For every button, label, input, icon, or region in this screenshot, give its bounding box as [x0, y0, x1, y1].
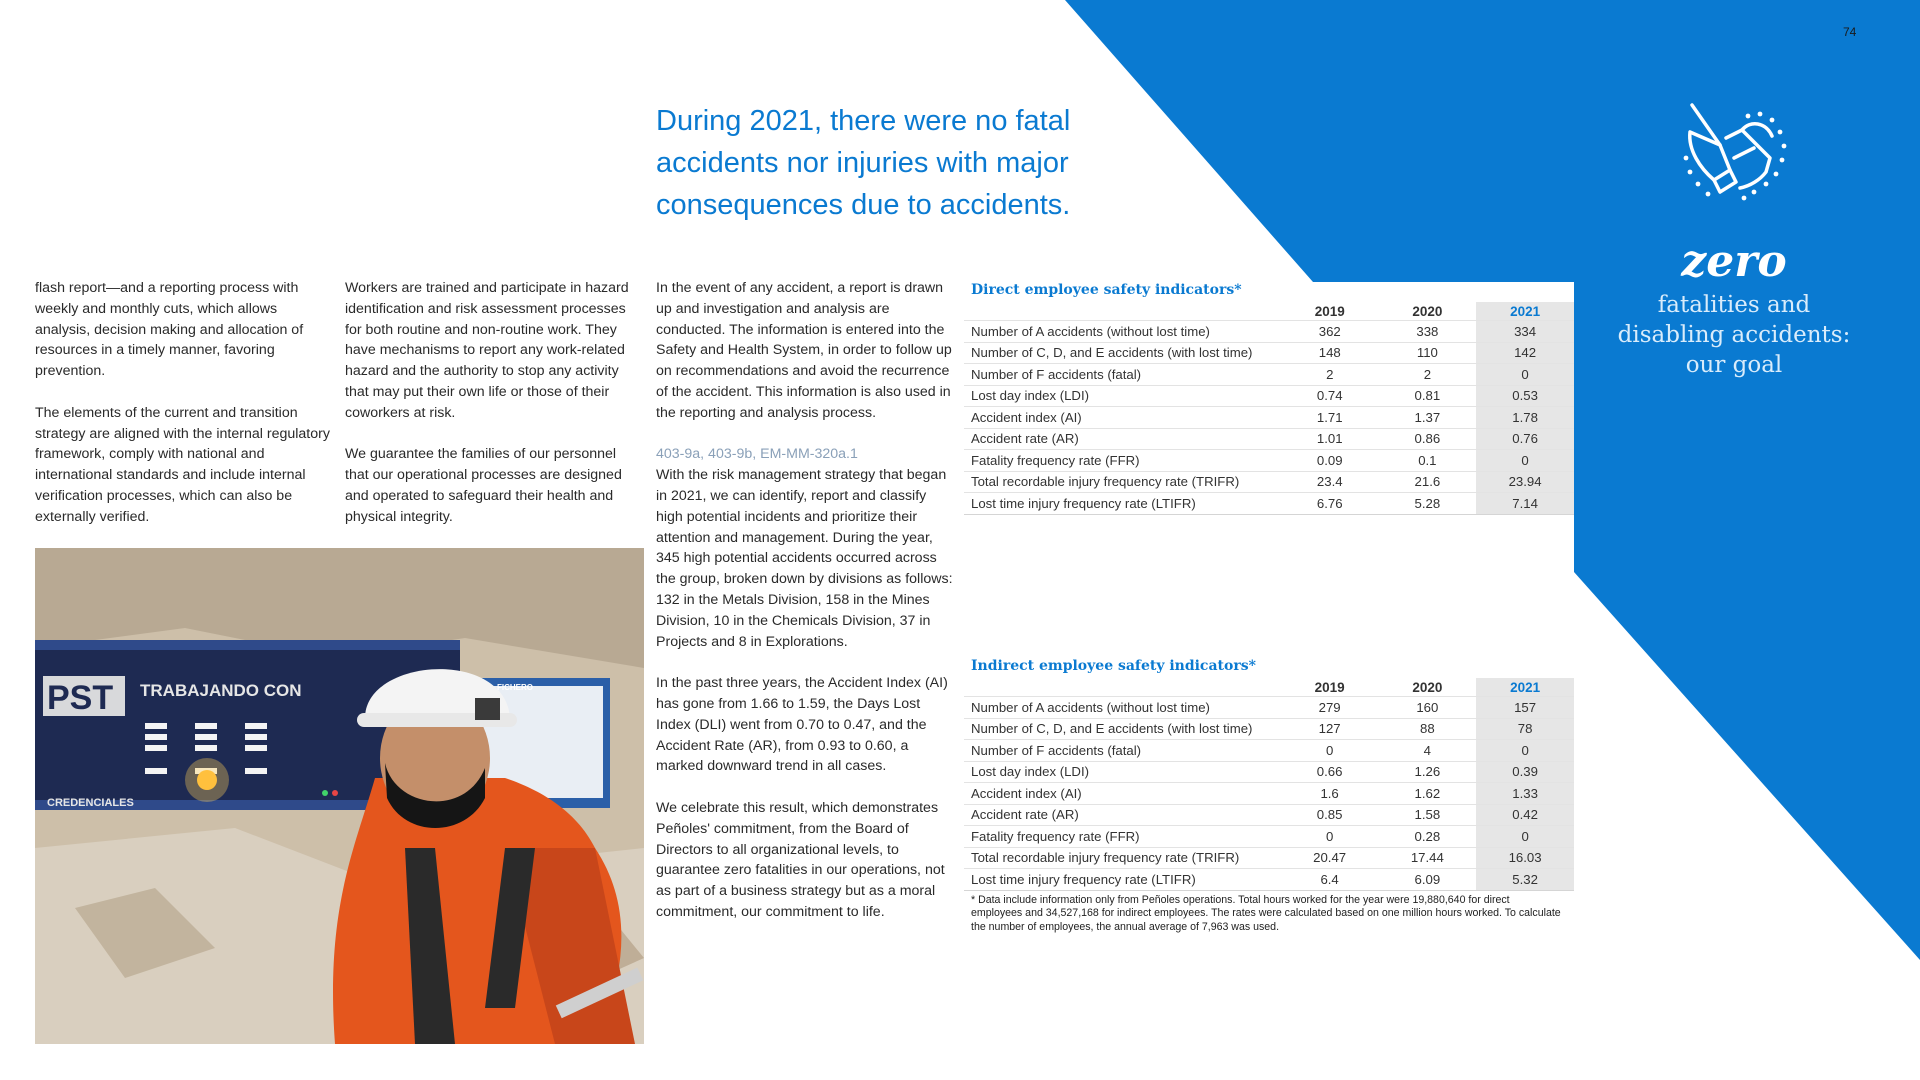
cell-2021: 0: [1476, 826, 1574, 848]
cell-2019: 2: [1281, 364, 1379, 386]
cell-2019: 1.71: [1281, 407, 1379, 429]
row-label: Number of A accidents (without lost time): [964, 697, 1281, 719]
row-label: Lost time injury frequency rate (LTIFR): [964, 869, 1281, 891]
cell-2020: 17.44: [1378, 847, 1476, 869]
year-header: 2020: [1412, 679, 1443, 695]
zero-heading: zero: [1681, 236, 1787, 287]
row-label: Number of A accidents (without lost time): [964, 321, 1281, 343]
row-label: Number of C, D, and E accidents (with lost time): [964, 342, 1281, 364]
cell-2019: 148: [1281, 342, 1379, 364]
table-row: [964, 761, 1574, 783]
direct-safety-table-card: [964, 282, 1574, 515]
row-label: Fatality frequency rate (FFR): [964, 826, 1281, 848]
goal-line: fatalities and: [1657, 292, 1811, 318]
goal-text: [1600, 290, 1868, 380]
cell-2019: 127: [1281, 718, 1379, 740]
cell-2020: 1.62: [1378, 783, 1476, 805]
row-label: Accident index (AI): [964, 783, 1281, 805]
paragraph: We guarantee the families of our personnel that our operational processes are designed and operated to safeguard their health and physical integrity.: [345, 446, 622, 525]
table-row: [964, 783, 1574, 805]
mine-worker-photo: [35, 548, 644, 1044]
cell-2021: 0.39: [1476, 761, 1574, 783]
headline-quote: During 2021, there were no fatal accidents nor injuries with major consequences due to accidents.: [656, 105, 1071, 221]
cell-2021: 1.78: [1476, 407, 1574, 429]
board-label: CREDENCIALES: [47, 797, 134, 809]
goal-line: disabling accidents:: [1617, 322, 1851, 348]
cell-2020: 6.09: [1378, 869, 1476, 891]
cell-2019: 0.74: [1281, 385, 1379, 407]
header-blank: [964, 302, 1281, 321]
text-column-1: [35, 278, 335, 548]
row-label: Lost time injury frequency rate (LTIFR): [964, 493, 1281, 515]
table-row: [964, 342, 1574, 364]
row-label: Number of F accidents (fatal): [964, 364, 1281, 386]
board-corner-label: FICHERO: [497, 683, 533, 692]
cell-2019: 6.4: [1281, 869, 1379, 891]
cell-2019: 0.09: [1281, 450, 1379, 472]
cell-2019: 1.01: [1281, 428, 1379, 450]
table-header-row: [964, 302, 1574, 321]
paragraph: In the past three years, the Accident Index (AI) has gone from 1.66 to 1.59, the Days Lost Index (DLI) went from 0.70 to 0.47, and the Accident Rate (AR), from 0.93 to 0.60, a marked downward trend in all cases.: [656, 675, 948, 775]
cell-2020: 1.26: [1378, 761, 1476, 783]
paragraph: flash report—and a reporting process with weekly and monthly cuts, which allows analysis, decision making and allocation of resources in a timely manner, favoring prevention.: [35, 280, 304, 380]
cell-2021: 23.94: [1476, 471, 1574, 493]
cell-2020: 338: [1379, 321, 1477, 343]
cell-2020: 21.6: [1379, 471, 1477, 493]
table-row: [964, 321, 1574, 343]
cell-2020: 110: [1379, 342, 1477, 364]
paragraph: With the risk management strategy that began in 2021, we can identify, report and classify high potential incidents and prioritize their attention and management. During the year, 345 high potential accidents occurred across the group, broken down by divisions as follows: 132 in the Metals Division, 158 in the Mines Division, 10 in the Chemicals Division, 37 in Projects and 8 in Explorations.: [656, 467, 953, 650]
table-row: [964, 450, 1574, 472]
row-label: Number of F accidents (fatal): [964, 740, 1281, 762]
table-title: Indirect employee safety indicators*: [971, 658, 1256, 674]
cell-2021: 5.32: [1476, 869, 1574, 891]
cell-2020: 4: [1378, 740, 1476, 762]
cell-2021: 157: [1476, 697, 1574, 719]
row-label: Number of C, D, and E accidents (with lost time): [964, 718, 1281, 740]
paragraph: Workers are trained and participate in hazard identification and risk assessment processes for both routine and non-routine work. They have mechanisms to report any work-related hazard and the authority to stop any activity that may put their own life or those of their coworkers at risk.: [345, 280, 629, 421]
cell-2020: 0.1: [1379, 450, 1477, 472]
cell-2020: 5.28: [1379, 493, 1477, 515]
table-row: [964, 385, 1574, 407]
year-header: 2019: [1314, 303, 1345, 319]
cell-2021: 0: [1476, 364, 1574, 386]
cell-2020: 160: [1378, 697, 1476, 719]
row-label: Lost day index (LDI): [964, 385, 1281, 407]
row-label: Accident rate (AR): [964, 804, 1281, 826]
page-number: 74: [1843, 25, 1857, 39]
cell-2021: 0: [1476, 450, 1574, 472]
cell-2021: 334: [1476, 321, 1574, 343]
text-column-3: [656, 278, 954, 944]
cell-2019: 0: [1281, 826, 1379, 848]
cell-2021: 16.03: [1476, 847, 1574, 869]
table-row: [964, 407, 1574, 429]
row-label: Accident rate (AR): [964, 428, 1281, 450]
text-column-2: [345, 278, 640, 548]
table-header-row: [964, 678, 1574, 697]
paragraph: We celebrate this result, which demonstrates Peñoles' commitment, from the Board of Directors to all organizational levels, to guarantee zero fatalities in our operations, not as part of a business strategy but as a moral commitment, our commitment to life.: [656, 799, 945, 920]
cell-2020: 2: [1379, 364, 1477, 386]
table-row: [964, 471, 1574, 493]
cell-2021: 7.14: [1476, 493, 1574, 515]
cell-2020: 0.28: [1378, 826, 1476, 848]
header-blank: [964, 678, 1281, 697]
cell-2021: 0.76: [1476, 428, 1574, 450]
table-row: [964, 826, 1574, 848]
table-row: [964, 740, 1574, 762]
broken-helmet-icon: [1680, 100, 1790, 220]
row-label: Fatality frequency rate (FFR): [964, 450, 1281, 472]
board-logo: PST: [47, 679, 114, 717]
paragraph: The elements of the current and transition strategy are aligned with the internal regulatory framework, comply with national and international standards and include internal verification processes, which can also be externally verified.: [35, 404, 330, 525]
cell-2021: 78: [1476, 718, 1574, 740]
table-row: [964, 869, 1574, 891]
gri-references: 403-9a, 403-9b, EM-MM-320a.1: [656, 446, 858, 463]
cell-2020: 1.37: [1379, 407, 1477, 429]
cell-2020: 0.81: [1379, 385, 1477, 407]
year-header: 2019: [1314, 679, 1345, 695]
cell-2020: 88: [1378, 718, 1476, 740]
photo-illustration: [35, 548, 644, 1044]
table-row: [964, 804, 1574, 826]
cell-2019: 23.4: [1281, 471, 1379, 493]
cell-2020: 1.58: [1378, 804, 1476, 826]
cell-2019: 6.76: [1281, 493, 1379, 515]
cell-2019: 362: [1281, 321, 1379, 343]
year-header: 2020: [1412, 303, 1443, 319]
table-row: [964, 847, 1574, 869]
year-header-highlight: 2021: [1476, 302, 1574, 321]
table-row: [964, 428, 1574, 450]
cell-2019: 0.66: [1281, 761, 1379, 783]
table-footnote: * Data include information only from Peñoles operations. Total hours worked for the year were 19,880,640 for direct employees and 34,527,168 for indirect employees. The rates were calculated based on one million hours worked. To calculate the number of employees, the annual average of 7,963 was used.: [971, 893, 1561, 933]
cell-2019: 0: [1281, 740, 1379, 762]
cell-2021: 142: [1476, 342, 1574, 364]
indirect-safety-table: [964, 678, 1574, 891]
cell-2019: 20.47: [1281, 847, 1379, 869]
cell-2019: 0.85: [1281, 804, 1379, 826]
table-row: [964, 718, 1574, 740]
table-row: [964, 697, 1574, 719]
table-row: [964, 364, 1574, 386]
indirect-safety-table-card: [964, 658, 1574, 934]
cell-2021: 0.53: [1476, 385, 1574, 407]
cell-2021: 0: [1476, 740, 1574, 762]
board-title: TRABAJANDO CON: [140, 681, 302, 700]
paragraph: In the event of any accident, a report is drawn up and investigation and analysis are conducted. The information is entered into the Safety and Health System, in order to follow up on recommendations and avoid the recurrence of the accident. This information is also used in the reporting and analysis process.: [656, 280, 952, 421]
cell-2019: 279: [1281, 697, 1379, 719]
cell-2021: 1.33: [1476, 783, 1574, 805]
row-label: Accident index (AI): [964, 407, 1281, 429]
row-label: Total recordable injury frequency rate (TRIFR): [964, 847, 1281, 869]
row-label: Total recordable injury frequency rate (TRIFR): [964, 471, 1281, 493]
cell-2021: 0.42: [1476, 804, 1574, 826]
direct-safety-table: [964, 302, 1574, 515]
goal-line: our goal: [1685, 352, 1783, 378]
cell-2019: 1.6: [1281, 783, 1379, 805]
table-row: [964, 493, 1574, 515]
year-header-highlight: 2021: [1476, 678, 1574, 697]
cell-2020: 0.86: [1379, 428, 1477, 450]
table-title: Direct employee safety indicators*: [971, 282, 1242, 298]
row-label: Lost day index (LDI): [964, 761, 1281, 783]
